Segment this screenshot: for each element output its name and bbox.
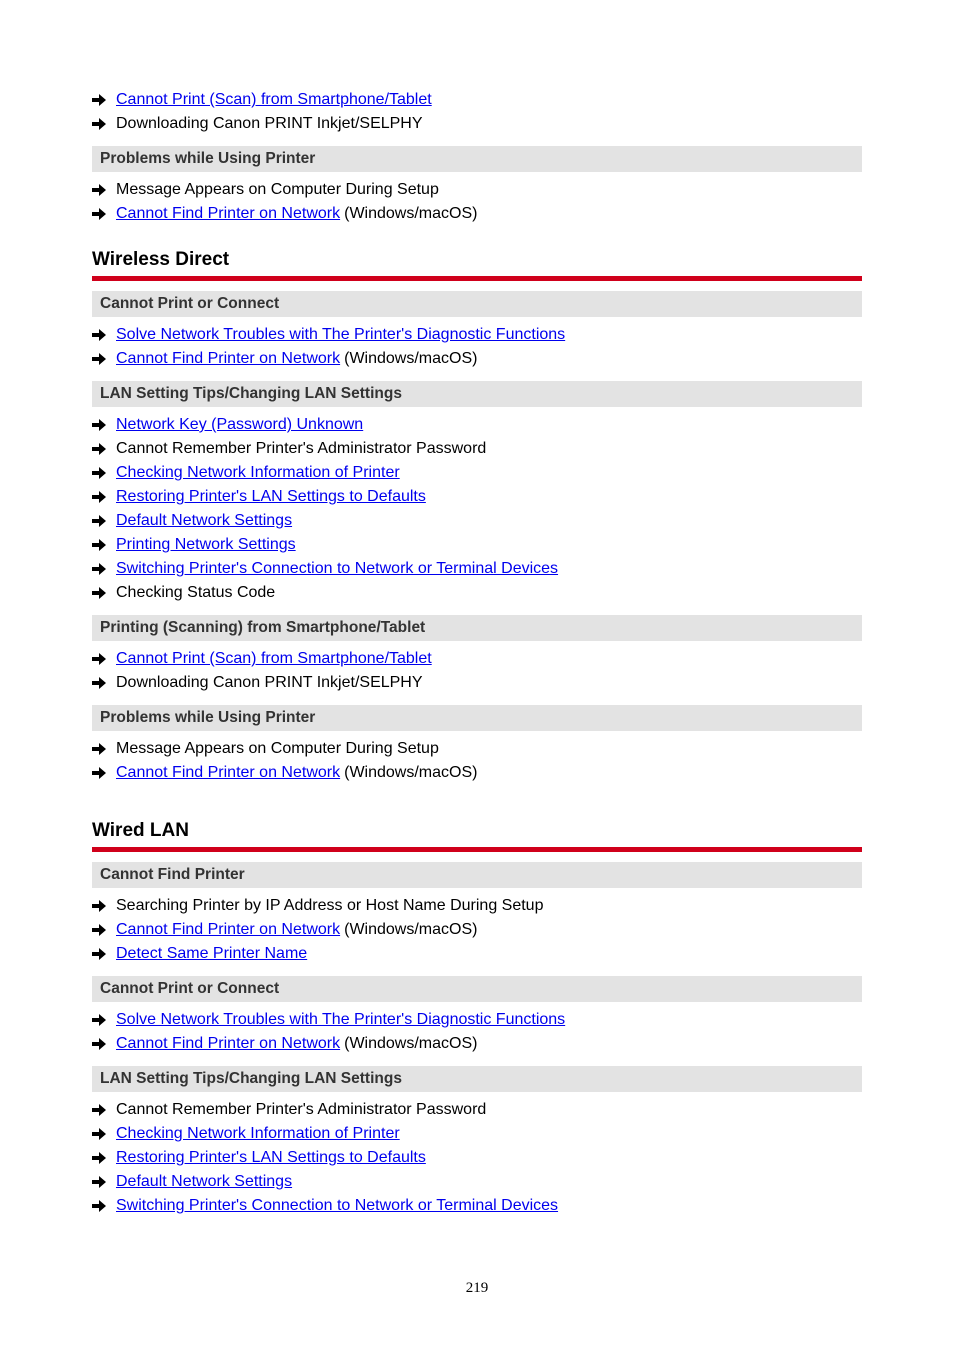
list-item <box>92 1008 862 1032</box>
subheading: Printing (Scanning) from Smartphone/Tablet <box>92 615 862 641</box>
subheading: Problems while Using Printer <box>92 705 862 731</box>
link-list <box>92 1008 862 1056</box>
list-item <box>92 671 862 695</box>
platform-note: (Windows/macOS) <box>344 764 478 781</box>
help-link[interactable]: Restoring Printer's LAN Settings to Defaults <box>116 1149 426 1166</box>
list-item <box>92 581 862 605</box>
list-item <box>92 1146 862 1170</box>
list-item <box>92 323 862 347</box>
item-text: Downloading Canon PRINT Inkjet/SELPHY <box>116 674 423 691</box>
arrow-right-icon <box>92 118 116 130</box>
item-text: Cannot Remember Printer's Administrator Password <box>116 1101 487 1118</box>
arrow-right-icon <box>92 208 116 220</box>
section-divider <box>92 276 862 281</box>
list-item <box>92 533 862 557</box>
help-link[interactable]: Cannot Print (Scan) from Smartphone/Tablet <box>116 91 432 108</box>
platform-note: (Windows/macOS) <box>344 1035 478 1052</box>
subheading: Cannot Print or Connect <box>92 291 862 317</box>
link-list <box>92 88 862 136</box>
help-link[interactable]: Checking Network Information of Printer <box>116 1125 400 1142</box>
arrow-right-icon <box>92 94 116 106</box>
arrow-right-icon <box>92 443 116 455</box>
list-item <box>92 509 862 533</box>
link-list <box>92 178 862 226</box>
link-list <box>92 413 862 605</box>
list-item <box>92 1194 862 1218</box>
help-link[interactable]: Switching Printer's Connection to Network or Terminal Devices <box>116 1197 559 1214</box>
list-item <box>92 894 862 918</box>
help-link[interactable]: Network Key (Password) Unknown <box>116 416 364 433</box>
arrow-right-icon <box>92 353 116 365</box>
list-item <box>92 1170 862 1194</box>
item-text: Checking Status Code <box>116 584 276 601</box>
item-text: Message Appears on Computer During Setup <box>116 740 439 757</box>
arrow-right-icon <box>92 1038 116 1050</box>
platform-note: (Windows/macOS) <box>344 350 478 367</box>
page-number: 219 <box>465 1280 489 1296</box>
help-link[interactable]: Restoring Printer's LAN Settings to Defaults <box>116 488 426 505</box>
help-link[interactable]: Cannot Find Printer on Network <box>116 350 341 367</box>
platform-note: (Windows/macOS) <box>344 921 478 938</box>
subheading: LAN Setting Tips/Changing LAN Settings <box>92 381 862 407</box>
arrow-right-icon <box>92 948 116 960</box>
list-item <box>92 437 862 461</box>
item-text: Message Appears on Computer During Setup <box>116 181 439 198</box>
arrow-right-icon <box>92 924 116 936</box>
arrow-right-icon <box>92 515 116 527</box>
subheading: LAN Setting Tips/Changing LAN Settings <box>92 1066 862 1092</box>
list-item <box>92 202 862 226</box>
help-link[interactable]: Switching Printer's Connection to Network or Terminal Devices <box>116 560 559 577</box>
list-item <box>92 761 862 785</box>
arrow-right-icon <box>92 1104 116 1116</box>
section-title: Wired LAN <box>92 820 189 841</box>
arrow-right-icon <box>92 1176 116 1188</box>
list-item <box>92 461 862 485</box>
arrow-right-icon <box>92 539 116 551</box>
link-list <box>92 737 862 785</box>
arrow-right-icon <box>92 677 116 689</box>
arrow-right-icon <box>92 1200 116 1212</box>
list-item <box>92 178 862 202</box>
item-text: Searching Printer by IP Address or Host Name During Setup <box>116 897 544 914</box>
platform-note: (Windows/macOS) <box>344 205 478 222</box>
subheading: Problems while Using Printer <box>92 146 862 172</box>
list-item <box>92 918 862 942</box>
arrow-right-icon <box>92 419 116 431</box>
arrow-right-icon <box>92 767 116 779</box>
list-item <box>92 647 862 671</box>
help-link[interactable]: Solve Network Troubles with The Printer's Diagnostic Functions <box>116 1011 566 1028</box>
help-link[interactable]: Default Network Settings <box>116 512 293 529</box>
arrow-right-icon <box>92 1014 116 1026</box>
arrow-right-icon <box>92 467 116 479</box>
list-item <box>92 485 862 509</box>
document-page <box>92 88 862 1218</box>
list-item <box>92 112 862 136</box>
arrow-right-icon <box>92 900 116 912</box>
list-item <box>92 1098 862 1122</box>
link-list <box>92 323 862 371</box>
arrow-right-icon <box>92 184 116 196</box>
arrow-right-icon <box>92 1152 116 1164</box>
arrow-right-icon <box>92 587 116 599</box>
list-item <box>92 942 862 966</box>
item-text: Downloading Canon PRINT Inkjet/SELPHY <box>116 115 423 132</box>
help-link[interactable]: Cannot Find Printer on Network <box>116 205 341 222</box>
help-link[interactable]: Detect Same Printer Name <box>116 945 308 962</box>
help-link[interactable]: Printing Network Settings <box>116 536 296 553</box>
arrow-right-icon <box>92 743 116 755</box>
list-item <box>92 1122 862 1146</box>
list-item <box>92 557 862 581</box>
help-link[interactable]: Cannot Print (Scan) from Smartphone/Tablet <box>116 650 432 667</box>
subheading: Cannot Print or Connect <box>92 976 862 1002</box>
subheading: Cannot Find Printer <box>92 862 862 888</box>
list-item <box>92 347 862 371</box>
arrow-right-icon <box>92 563 116 575</box>
list-item <box>92 88 862 112</box>
link-list <box>92 647 862 695</box>
item-text: Cannot Remember Printer's Administrator Password <box>116 440 487 457</box>
help-link[interactable]: Cannot Find Printer on Network <box>116 1035 341 1052</box>
help-link[interactable]: Cannot Find Printer on Network <box>116 764 341 781</box>
section-divider <box>92 847 862 852</box>
arrow-right-icon <box>92 491 116 503</box>
help-link[interactable]: Checking Network Information of Printer <box>116 464 400 481</box>
link-list <box>92 1098 862 1218</box>
arrow-right-icon <box>92 329 116 341</box>
arrow-right-icon <box>92 653 116 665</box>
link-list <box>92 894 862 966</box>
help-link[interactable]: Default Network Settings <box>116 1173 293 1190</box>
section-title: Wireless Direct <box>92 249 230 270</box>
arrow-right-icon <box>92 1128 116 1140</box>
list-item <box>92 413 862 437</box>
help-link[interactable]: Cannot Find Printer on Network <box>116 921 341 938</box>
help-link[interactable]: Solve Network Troubles with The Printer's Diagnostic Functions <box>116 326 566 343</box>
list-item <box>92 737 862 761</box>
list-item <box>92 1032 862 1056</box>
